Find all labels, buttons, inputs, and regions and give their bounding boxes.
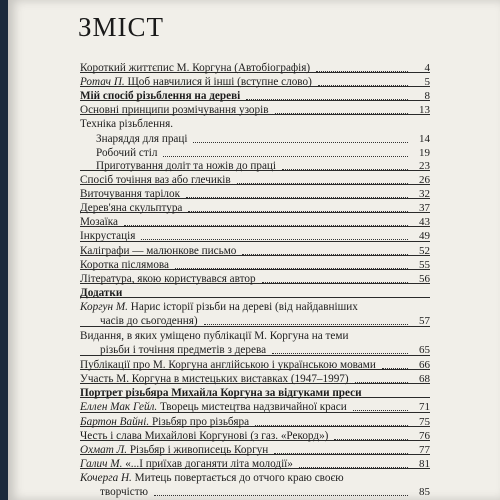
toc-divider [80,100,430,101]
toc-entry-author: Коргун М. [80,301,128,314]
toc-dot-leader [154,495,408,496]
toc-entry-text: «...І приїхав доганяти літа молодії» [122,457,293,470]
toc-page-number: 19 [419,146,430,159]
toc-page-number: 4 [424,62,430,74]
toc-entry-text: Портрет різьбяра Михайла Коргуна за відгуками преси [80,387,362,400]
toc-divider [80,86,430,87]
toc-page-number: 49 [419,230,430,243]
toc-entry-text: Короткий життєпис М. Коргуна (Автобіографія) [80,62,311,74]
toc-page-number: 5 [424,76,430,89]
toc-entry-text: Різьбяр і живописець Коргун [127,443,269,456]
toc-page-number: 32 [419,188,430,201]
toc-page-number: 14 [419,132,430,145]
toc-entry-text: Видання, в яких уміщено публікації М. Коргуна на теми [80,330,349,343]
toc-divider [80,326,430,327]
toc-entry-text: Різьбяр про різьбяра [149,415,250,428]
toc-entry-text: Дерев'яна скульптура [80,202,183,215]
toc-entry-text: Додатки [80,286,123,299]
toc-divider [80,255,430,256]
toc-entry-text: Приготування доліт та ножів до праці [96,159,277,172]
toc-divider [80,355,430,356]
toc-entry-text: Каліграфи — малюнкове письмо [80,244,237,257]
toc-divider [80,226,430,227]
toc-page-number: 66 [419,359,430,372]
toc-entry-text: Література, якою користувався автор [80,272,256,285]
toc-dot-leader [193,142,408,143]
toc-page-number: 75 [419,415,430,428]
toc-divider [80,468,430,469]
toc-entry-author: Бартон Вайні. [80,415,150,428]
toc-page-number: 68 [419,373,430,386]
toc-divider [80,454,430,455]
toc-entry-text: Знаряддя для праці [96,132,188,145]
toc-entry-text: Нарис історії різьби на дереві (від найдавніших [127,301,358,314]
toc-divider [80,114,430,115]
toc-entry-text: Робочий стіл [96,146,158,159]
toc-entry-author: Еллен Мак Гейл. [80,401,158,414]
toc-page-number: 8 [424,90,430,103]
toc-divider [80,297,430,298]
page-title: ЗМІСТ [78,12,165,42]
toc-divider [80,426,430,427]
toc-page-number: 56 [419,272,430,285]
toc-page-number: 52 [419,244,430,257]
toc-entry-text: Коротка післямова [80,258,170,271]
toc-entry-author: Охмат Л. [80,443,128,456]
toc-entry[interactable] [8,328,500,357]
toc-entry-text: Митець повертається до отчого краю своєю [131,472,344,485]
toc-entry-author: Галич М. [80,457,123,470]
toc-page-number: 55 [419,258,430,271]
toc-entry-text: Публікації про М. Коргуна англійською і українською мовами [80,359,376,372]
toc-entry-text: Спосіб точіння ваз або глечиків [80,174,231,187]
toc-entry-text-continued: творчістю [100,486,148,499]
toc-divider [80,383,430,384]
toc-page-number: 71 [419,401,430,414]
toc-divider [80,170,430,171]
toc-entry-text: Техніка різьблення. [80,118,174,131]
book-page [8,0,500,500]
toc-entry-text: Щоб навчилися й інші (вступне слово) [124,76,312,89]
toc-page-number: 13 [419,104,430,117]
toc-entry-text-continued: часів до сьогодення) [100,315,198,328]
toc-page-number: 37 [419,202,430,215]
toc-divider [80,241,430,242]
toc-page-number: 57 [419,315,430,328]
toc-entry-text: Творець мистецтва надзвичайної краси [157,401,347,414]
toc-dot-leader [204,324,408,325]
toc-page-number: 65 [419,344,430,357]
toc-dot-leader [163,156,408,157]
toc-divider [80,212,430,213]
toc-divider [80,184,430,185]
toc-entry[interactable] [8,470,500,499]
toc-entry-text-continued: різьби і точіння предметів з дерева [100,344,267,357]
toc-entry-text: Честь і слава Михайлові Коргунові (з газ. «Рекорд») [80,429,329,442]
toc-entry-text: Мій спосіб різьблення на дереві [80,90,241,103]
toc-divider [80,397,430,398]
toc-page-number: 77 [419,443,430,456]
toc-entry-author: Кочерга Н. [80,472,132,485]
toc-divider [80,283,430,284]
toc-page-number: 26 [419,174,430,187]
toc-entry-text: Участь М. Коргуна в мистецьких виставках (1947–1997) [80,373,349,386]
toc-page-number: 85 [419,486,430,499]
toc-divider [80,412,430,413]
toc-entry-text: Виточування тарілок [80,188,181,201]
toc-divider [80,72,430,73]
toc-page-number: 23 [419,159,430,172]
toc-entry[interactable] [8,299,500,328]
toc-divider [80,440,430,441]
toc-page-number: 76 [419,429,430,442]
toc-entry-text: Основні принципи розмічування узорів [80,104,269,117]
toc-divider [80,269,430,270]
toc-dot-leader [272,353,408,354]
toc-entry-text: Інкрустація [80,230,136,243]
toc-divider [80,369,430,370]
toc-entry-text: Мозаїка [80,216,118,229]
toc-divider [80,198,430,199]
toc-page-number: 81 [419,457,430,470]
toc-entry-author: Ротач П. [80,76,125,89]
toc-page-number: 43 [419,216,430,229]
